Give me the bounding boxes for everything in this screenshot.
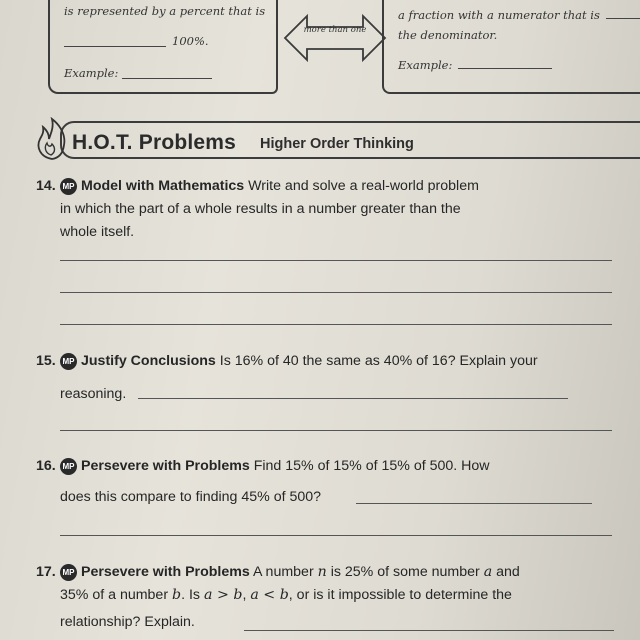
answer-line[interactable] bbox=[60, 430, 612, 431]
problem-14 bbox=[36, 175, 479, 244]
problem-text: Write and solve a real-world problem bbox=[248, 178, 479, 194]
variable-n: n bbox=[317, 564, 327, 580]
problem-text: relationship? Explain. bbox=[60, 614, 195, 630]
flame-icon bbox=[34, 117, 70, 161]
problem-text: whole itself. bbox=[60, 224, 135, 240]
answer-line[interactable] bbox=[60, 292, 612, 293]
problem-text: 35% of a number bbox=[60, 587, 169, 603]
problem-text: Is 16% of 40 the same as 40% of 16? Explain your bbox=[219, 353, 538, 369]
organizer-right-text: a fraction with a numerator that is bbox=[398, 8, 600, 22]
problem-text: and bbox=[496, 564, 520, 580]
hot-problems-banner bbox=[34, 117, 634, 160]
problem-number: 14. bbox=[36, 178, 56, 194]
problem-16 bbox=[36, 455, 490, 509]
problem-number: 16. bbox=[36, 458, 56, 474]
problem-17 bbox=[36, 561, 520, 634]
variable-a: a bbox=[483, 564, 493, 580]
problem-text: Find 15% of 15% of 15% of 500. How bbox=[253, 458, 490, 474]
answer-line[interactable] bbox=[60, 535, 612, 536]
problem-text: A number bbox=[252, 564, 314, 580]
organizer-right-example-blank[interactable] bbox=[458, 68, 552, 69]
problem-text: reasoning. bbox=[60, 386, 127, 402]
problem-text: does this compare to finding 45% of 500? bbox=[60, 489, 322, 505]
organizer-left-example-blank[interactable] bbox=[122, 78, 212, 79]
answer-line[interactable] bbox=[244, 630, 614, 631]
section-title: H.O.T. Problems bbox=[72, 131, 237, 154]
arrow-label: more than one bbox=[303, 25, 367, 35]
mp-icon: MP bbox=[60, 353, 77, 370]
answer-line[interactable] bbox=[138, 398, 568, 399]
organizer-right-blank[interactable] bbox=[606, 18, 640, 19]
expression: a < b bbox=[250, 587, 289, 603]
problem-number: 17. bbox=[36, 564, 56, 580]
problem-title: Persevere with Problems bbox=[81, 458, 250, 474]
problem-text: is 25% of some number bbox=[330, 564, 480, 580]
double-arrow-icon bbox=[283, 12, 387, 64]
organizer-left-text: is represented by a percent that is bbox=[64, 4, 266, 18]
organizer-left-blank[interactable] bbox=[64, 46, 166, 47]
section-subtitle: Higher Order Thinking bbox=[260, 136, 414, 152]
mp-icon: MP bbox=[60, 458, 77, 475]
problem-number: 15. bbox=[36, 353, 56, 369]
problem-title: Model with Mathematics bbox=[81, 178, 245, 194]
problem-title: Justify Conclusions bbox=[81, 353, 216, 369]
answer-line[interactable] bbox=[60, 324, 612, 325]
answer-line[interactable] bbox=[356, 503, 592, 504]
organizer-right-example-label: Example: bbox=[398, 58, 453, 72]
problem-text: , or is it impossible to determine the bbox=[288, 587, 512, 603]
problem-text: in which the part of a whole results in a number greater than the bbox=[60, 201, 461, 217]
organizer-right-text2: the denominator. bbox=[398, 28, 498, 42]
problem-text: . Is bbox=[181, 587, 201, 603]
problem-title: Persevere with Problems bbox=[81, 564, 250, 580]
organizer-left-value: 100%. bbox=[172, 34, 209, 48]
variable-b: b bbox=[172, 587, 182, 603]
organizer-left-example-label: Example: bbox=[64, 66, 119, 80]
mp-icon: MP bbox=[60, 564, 77, 581]
mp-icon: MP bbox=[60, 178, 77, 195]
expression: a > b bbox=[203, 587, 243, 603]
problem-text: , bbox=[242, 587, 247, 603]
answer-line[interactable] bbox=[60, 260, 612, 261]
